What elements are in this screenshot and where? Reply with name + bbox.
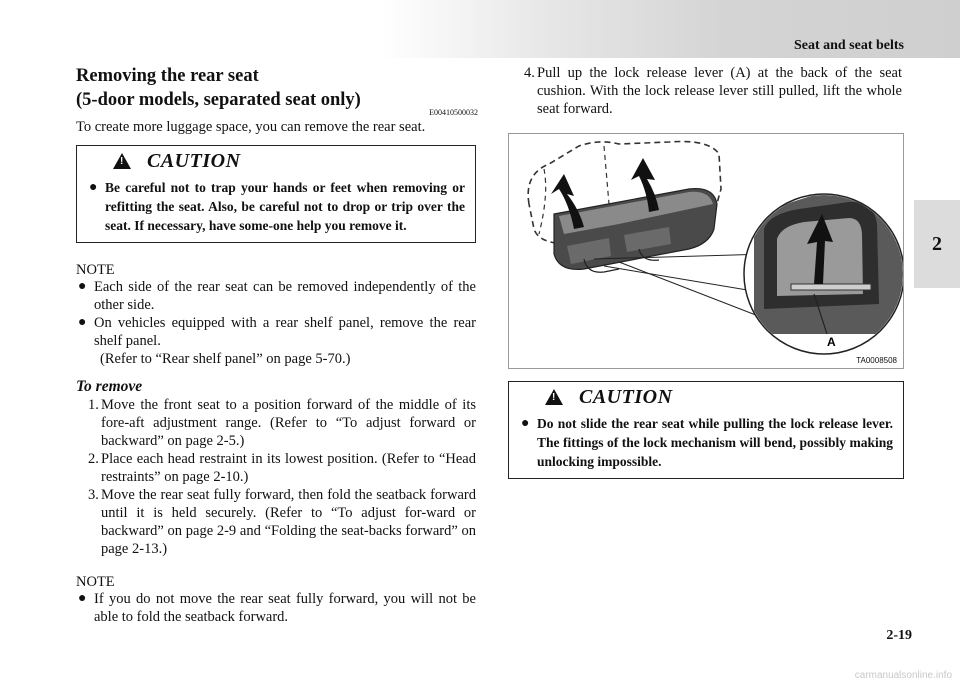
note-item xyxy=(76,278,476,314)
bullet-icon: ● xyxy=(78,591,87,606)
to-remove-heading: To remove xyxy=(76,378,143,395)
note-item-text: On vehicles equipped with a rear shelf panel, remove the rear shelf panel. xyxy=(94,315,476,349)
step-item xyxy=(76,450,476,486)
step-number: 1. xyxy=(88,397,99,413)
reference-link[interactable]: (Refer to “Rear shelf panel” on page 5-70.) xyxy=(100,351,351,367)
step-number: 3. xyxy=(88,487,99,503)
watermark: carmanualsonline.info xyxy=(854,670,952,681)
caution-header xyxy=(77,146,475,176)
header-title: Seat and seat belts xyxy=(793,38,904,53)
warning-triangle-icon xyxy=(545,389,563,405)
step-item xyxy=(76,396,476,450)
bullet-icon: ● xyxy=(521,416,530,431)
step-number: 4. xyxy=(524,65,535,81)
caution-right-wrapper xyxy=(508,381,904,479)
section-title xyxy=(76,64,476,112)
step-text: Move the front seat to a position forward of the middle of its fore-aft adjustment range. (Refer to “To adjust forward or backward” on page 2-5.) xyxy=(101,397,476,449)
bullet-icon: ● xyxy=(89,180,98,195)
right-column xyxy=(522,64,902,118)
note-item-text: Each side of the rear seat can be removed independently of the other side. xyxy=(94,279,476,313)
warning-triangle-icon xyxy=(113,153,131,169)
callout-a: A xyxy=(827,335,836,349)
section-title-line1: Removing the rear seat xyxy=(76,66,259,86)
note-label: NOTE xyxy=(76,574,115,590)
caution-text: Do not slide the rear seat while pulling the lock release lever. The fittings of the lock mechanism will bend, possibly making unlocking impossible. xyxy=(537,416,893,469)
step-item xyxy=(524,64,902,118)
caution-word: CAUTION xyxy=(579,385,673,408)
note-item-text: If you do not move the rear seat fully forward, you will not be able to fold the seatback forward. xyxy=(94,591,476,625)
chapter-tab[interactable]: 2 xyxy=(914,200,960,288)
step-text: Move the rear seat fully forward, then fold the seatback forward until it is held securely. (Refer to “To adjust for-ward or backward” on page 2-9 and “Folding the seat-backs forward” on page 2-13.) xyxy=(101,487,476,557)
intro-text: To create more luggage space, you can remove the rear seat. xyxy=(76,119,426,135)
bullet-icon: ● xyxy=(78,279,87,294)
section-code: E00410500032 xyxy=(429,108,478,117)
step-text: Place each head restraint in its lowest position. (Refer to “Head restraints” on page 2-10.) xyxy=(101,451,476,485)
step-item xyxy=(76,486,476,558)
figure-code: TA0008508 xyxy=(856,356,897,365)
seat-illustration-svg xyxy=(509,134,904,369)
caution-text: Be careful not to trap your hands or feet when removing or refitting the seat. Also, be careful not to drop or trip over the seat. If necessary, have some-one help you remove it. xyxy=(105,180,465,233)
left-column xyxy=(76,64,476,626)
seat-illustration xyxy=(508,133,904,369)
step-text: Pull up the lock release lever (A) at the back of the seat cushion. With the lock release lever still pulled, lift the whole seat forward. xyxy=(537,65,902,117)
step-number: 2. xyxy=(88,451,99,467)
caution-box xyxy=(508,381,904,479)
section-title-line2: (5-door models, separated seat only) xyxy=(76,90,361,110)
note-item xyxy=(76,314,476,350)
page-number: 2-19 xyxy=(886,628,912,643)
note-item xyxy=(76,590,476,626)
bullet-icon: ● xyxy=(78,315,87,330)
caution-body xyxy=(77,176,475,242)
caution-box xyxy=(76,145,476,243)
caution-header xyxy=(509,382,903,412)
note-label: NOTE xyxy=(76,262,115,278)
caution-body xyxy=(509,412,903,478)
caution-word: CAUTION xyxy=(147,149,241,172)
